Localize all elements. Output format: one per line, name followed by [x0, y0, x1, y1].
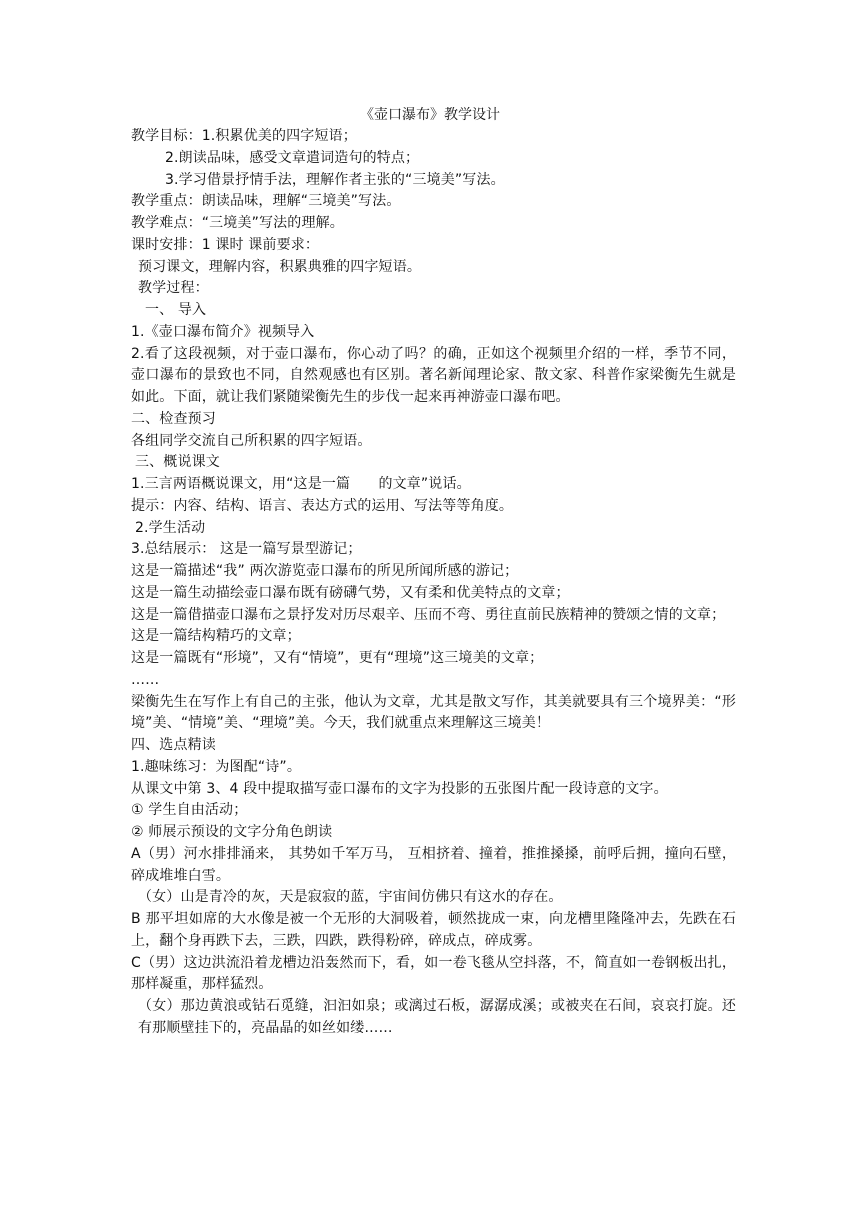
schedule: 课时安排：1 课时 课前要求：	[131, 236, 320, 253]
paragraph: 1.三言两语概说课文，用“这是一篇 的文章”说话。	[131, 476, 471, 492]
process-heading: 教学过程：	[138, 280, 209, 297]
paragraph: 这是一篇生动描绘壶口瀑布既有磅礴气势，又有柔和优美特点的文章；	[131, 584, 570, 601]
key-point: 教学重点：朗读品味，理解“三境美”写法。	[131, 193, 401, 210]
teaching-goals: 教学目标：1.积累优美的四字短语；	[131, 128, 357, 144]
paragraph: 3.总结展示： 这是一篇写景型游记；	[131, 541, 362, 558]
paragraph: 2.看了这段视频，对于壶口瀑布，你心动了吗？的确，正如这个视频里介绍的一样，季节不同，壶口瀑布的景致也不同，自然观感也有区别。著名新闻理论家、散文家、科普作家梁衡先生就是如此。下面，就让我们紧随梁衡先生的步伐一起来再神游壶口瀑布吧。	[131, 345, 736, 405]
ellipsis: ……	[131, 671, 160, 688]
paragraph: 这是一篇描述“我” 两次游览壶口瀑布的所见所闻所感的游记；	[131, 563, 519, 579]
paragraph: 各组同学交流自己所积累的四字短语。	[131, 432, 372, 449]
paragraph: （女）山是青冷的灰，天是寂寂的蓝，宇宙间仿佛只有这水的存在。	[138, 889, 563, 906]
paragraph: 这是一篇借描壶口瀑布之景抒发对历尽艰辛、压而不弯、勇往直前民族精神的赞颂之情的文章；	[131, 606, 726, 623]
section-2-heading: 二、检查预习	[131, 410, 216, 427]
goal-3: 3.学习借景抒情手法，理解作者主张的“三境美”写法。	[165, 171, 505, 188]
paragraph: B 那平坦如席的大水像是被一个无形的大洞吸着，顿然拢成一束，向龙槽里隆隆冲去，先跌在石上，翻个身再跌下去，三跌，四跌，跌得粉碎，碎成点，碎成雾。	[131, 911, 736, 949]
paragraph: C（男）这边洪流沿着龙槽边沿轰然而下，看，如一卷飞毯从空抖落，不，简直如一卷钢板出扎，那样凝重，那样猛烈。	[131, 954, 736, 993]
section-4-heading: 四、选点精读	[131, 737, 216, 753]
document-body	[131, 126, 736, 1040]
paragraph: 从课文中第 3、4 段中提取描写壶口瀑布的文字为投影的五张图片配一段诗意的文字。	[131, 780, 668, 797]
document-title: 《壶口瀑布》教学设计	[360, 107, 500, 123]
paragraph: 这是一篇结构精巧的文章；	[131, 628, 301, 645]
paragraph: A（男）河水排排涌来， 其势如千军万马， 互相挤着、撞着，推推搡搡，前呼后拥，撞向石壁，碎成堆堆白雪。	[131, 845, 736, 884]
section-1-heading: 一、 导入	[145, 302, 207, 318]
paragraph: 1.趣味练习：为图配“诗”。	[131, 758, 301, 775]
paragraph: （女）那边黄浪或钻石觅缝，汩汩如泉；或漓过石板，潺潺成溪；或被夹在石间，哀哀打旋。还有那顺壁挂下的，亮晶晶的如丝如缕……	[138, 998, 736, 1036]
section-3-heading: 三、概说课文	[135, 454, 220, 471]
list-item: ② 师展示预设的文字分角色朗读	[131, 824, 333, 840]
goal-2: 2.朗读品味，感受文章遣词造句的特点；	[165, 149, 420, 166]
paragraph: 梁衡先生在写作上有自己的主张，他认为文章，尤其是散文写作，其美就要具有三个境界美：“形境”美、“情境”美、“理境”美。今天，我们就重点来理解这三境美！	[131, 693, 736, 732]
paragraph: 1.《壶口瀑布简介》视频导入	[131, 323, 315, 340]
paragraph: 2.学生活动	[135, 519, 206, 536]
paragraph: 这是一篇既有“形境”，又有“情境”，更有“理境”这三境美的文章；	[131, 650, 544, 666]
list-item: ① 学生自由活动；	[131, 802, 248, 819]
paragraph: 提示：内容、结构、语言、表达方式的运用、写法等等角度。	[131, 497, 514, 514]
preview-requirement: 预习课文，理解内容，积累典雅的四字短语。	[138, 258, 421, 275]
difficult-point: 教学难点：“三境美”写法的理解。	[131, 215, 344, 231]
